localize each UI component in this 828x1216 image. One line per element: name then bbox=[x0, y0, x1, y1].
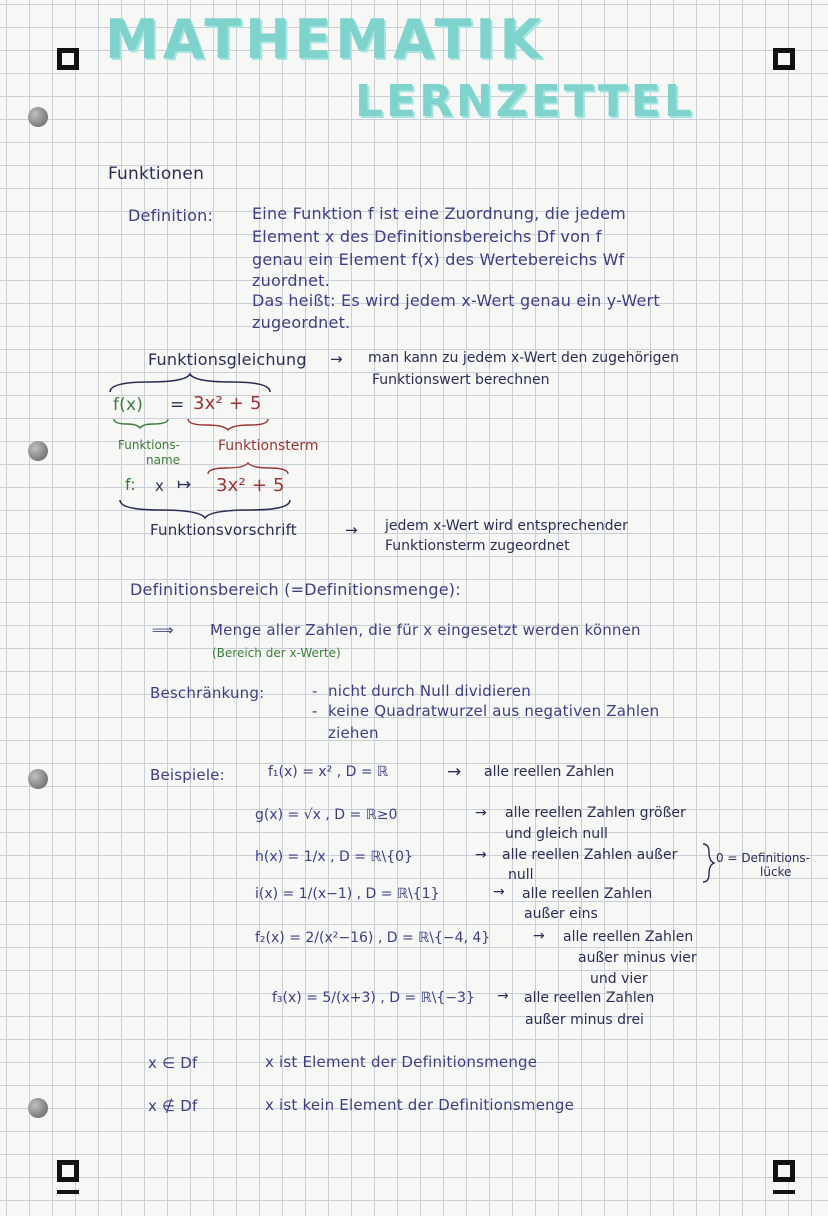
funktionsgleichung-arrow: → bbox=[330, 350, 343, 368]
restriction-3: ziehen bbox=[328, 724, 379, 742]
funktionsvorschrift-desc-1: jedem x-Wert wird entsprechender bbox=[385, 518, 628, 534]
side-note-1: 0 = Definitions- bbox=[716, 851, 811, 865]
side-brace bbox=[700, 842, 716, 884]
title-line-1: MATHEMATIK bbox=[105, 8, 546, 71]
example-5-desc-3: und vier bbox=[590, 971, 648, 987]
funktionsname-label-1: Funktions- bbox=[118, 438, 180, 452]
restriction-dash-2: - bbox=[312, 702, 318, 720]
red-underbrace-term bbox=[186, 417, 270, 431]
funktionsgleichung-label: Funktionsgleichung bbox=[148, 350, 307, 369]
definitionsbereich-note: (Bereich der x-Werte) bbox=[212, 646, 341, 660]
mapping-term: 3x² + 5 bbox=[216, 475, 285, 496]
section-heading: Funktionen bbox=[108, 164, 205, 184]
example-3-formula: h(x) = 1/x , D = ℝ\{0} bbox=[255, 849, 413, 865]
punch-hole-1 bbox=[28, 107, 48, 127]
implies-arrow: ⟹ bbox=[152, 621, 174, 639]
example-1-arrow: → bbox=[447, 762, 462, 782]
corner-marker-top-right bbox=[773, 48, 795, 70]
funktionsvorschrift-desc-2: Funktionsterm zugeordnet bbox=[385, 538, 570, 554]
mapping-arrow: ↦ bbox=[177, 475, 192, 495]
restriction-2: keine Quadratwurzel aus negativen Zahlen bbox=[328, 702, 660, 720]
corner-marker-bottom-left bbox=[57, 1160, 79, 1182]
corner-bar-bottom-left bbox=[57, 1190, 79, 1194]
equation-term: 3x² + 5 bbox=[193, 393, 262, 414]
example-4-desc-2: außer eins bbox=[524, 906, 598, 922]
example-2-arrow: → bbox=[475, 805, 487, 821]
punch-hole-4 bbox=[28, 1098, 48, 1118]
mapping-name: f: bbox=[125, 475, 136, 494]
example-4-arrow: → bbox=[493, 884, 505, 900]
punch-hole-3 bbox=[28, 769, 48, 789]
example-3-desc-1: alle reellen Zahlen außer bbox=[502, 847, 678, 863]
equation-equals: = bbox=[170, 395, 185, 415]
corner-bar-bottom-right bbox=[773, 1190, 795, 1194]
example-5-desc-2: außer minus vier bbox=[578, 950, 697, 966]
definition-line-4: zuordnet. bbox=[252, 271, 330, 290]
punch-hole-2 bbox=[28, 441, 48, 461]
restriction-1: nicht durch Null dividieren bbox=[328, 682, 531, 700]
beispiele-label: Beispiele: bbox=[150, 766, 225, 784]
equation-name: f(x) bbox=[113, 395, 144, 415]
element-text-1: x ist Element der Definitionsmenge bbox=[265, 1053, 538, 1071]
example-5-arrow: → bbox=[533, 928, 545, 944]
definition-label: Definition: bbox=[128, 206, 214, 225]
example-3-arrow: → bbox=[475, 847, 487, 863]
element-symbol-1: x ∈ Df bbox=[148, 1054, 198, 1072]
definition-line-2: Element x des Definitionsbereichs Df von f bbox=[252, 227, 602, 246]
example-4-desc-1: alle reellen Zahlen bbox=[522, 886, 653, 902]
example-5-desc-1: alle reellen Zahlen bbox=[563, 929, 694, 945]
example-6-desc-2: außer minus drei bbox=[525, 1012, 644, 1028]
side-note-2: lücke bbox=[760, 865, 792, 879]
green-underbrace-name bbox=[112, 417, 172, 429]
funktionsterm-label: Funktionsterm bbox=[218, 438, 319, 454]
funktionsname-label-2: name bbox=[146, 453, 181, 467]
example-4-formula: i(x) = 1/(x−1) , D = ℝ\{1} bbox=[255, 886, 440, 902]
definitionsbereich-heading: Definitionsbereich (=Definitionsmenge): bbox=[130, 580, 461, 599]
funktionsvorschrift-label: Funktionsvorschrift bbox=[150, 521, 297, 539]
funktionsgleichung-desc-1: man kann zu jedem x-Wert den zugehörigen bbox=[368, 350, 680, 366]
example-2-desc-2: und gleich null bbox=[505, 826, 608, 842]
definition-line-1: Eine Funktion f ist eine Zuordnung, die jedem bbox=[252, 204, 626, 223]
mapping-x: x bbox=[155, 477, 165, 495]
definition-line-6: zugeordnet. bbox=[252, 313, 351, 332]
corner-marker-top-left bbox=[57, 48, 79, 70]
example-1-formula: f₁(x) = x² , D = ℝ bbox=[268, 764, 389, 780]
definition-line-5: Das heißt: Es wird jedem x-Wert genau ein y-Wert bbox=[252, 291, 660, 310]
example-6-desc-1: alle reellen Zahlen bbox=[524, 990, 655, 1006]
example-1-desc: alle reellen Zahlen bbox=[484, 764, 615, 780]
brace-under-mapping bbox=[118, 498, 293, 520]
example-6-arrow: → bbox=[497, 988, 509, 1004]
funktionsgleichung-desc-2: Funktionswert berechnen bbox=[372, 372, 550, 388]
corner-marker-bottom-right bbox=[773, 1160, 795, 1182]
example-6-formula: f₃(x) = 5/(x+3) , D = ℝ\{−3} bbox=[272, 990, 475, 1006]
funktionsvorschrift-arrow: → bbox=[345, 521, 358, 539]
restriction-dash-1: - bbox=[312, 682, 318, 700]
example-2-desc-1: alle reellen Zahlen größer bbox=[505, 805, 686, 821]
element-symbol-2: x ∉ Df bbox=[148, 1097, 198, 1115]
example-2-formula: g(x) = √x , D = ℝ≥0 bbox=[255, 807, 398, 823]
red-overbrace-term bbox=[206, 462, 290, 476]
definitionsbereich-text: Menge aller Zahlen, die für x eingesetzt werden können bbox=[210, 621, 641, 639]
definition-line-3: genau ein Element f(x) des Wertebereichs Wf bbox=[252, 250, 625, 269]
element-text-2: x ist kein Element der Definitionsmenge bbox=[265, 1096, 575, 1114]
brace-over-equation bbox=[108, 372, 273, 394]
example-5-formula: f₂(x) = 2/(x²−16) , D = ℝ\{−4, 4} bbox=[255, 930, 491, 946]
example-3-desc-2: null bbox=[508, 867, 534, 883]
restriction-label: Beschränkung: bbox=[150, 684, 265, 702]
title-line-2: LERNZETTEL bbox=[355, 76, 695, 127]
